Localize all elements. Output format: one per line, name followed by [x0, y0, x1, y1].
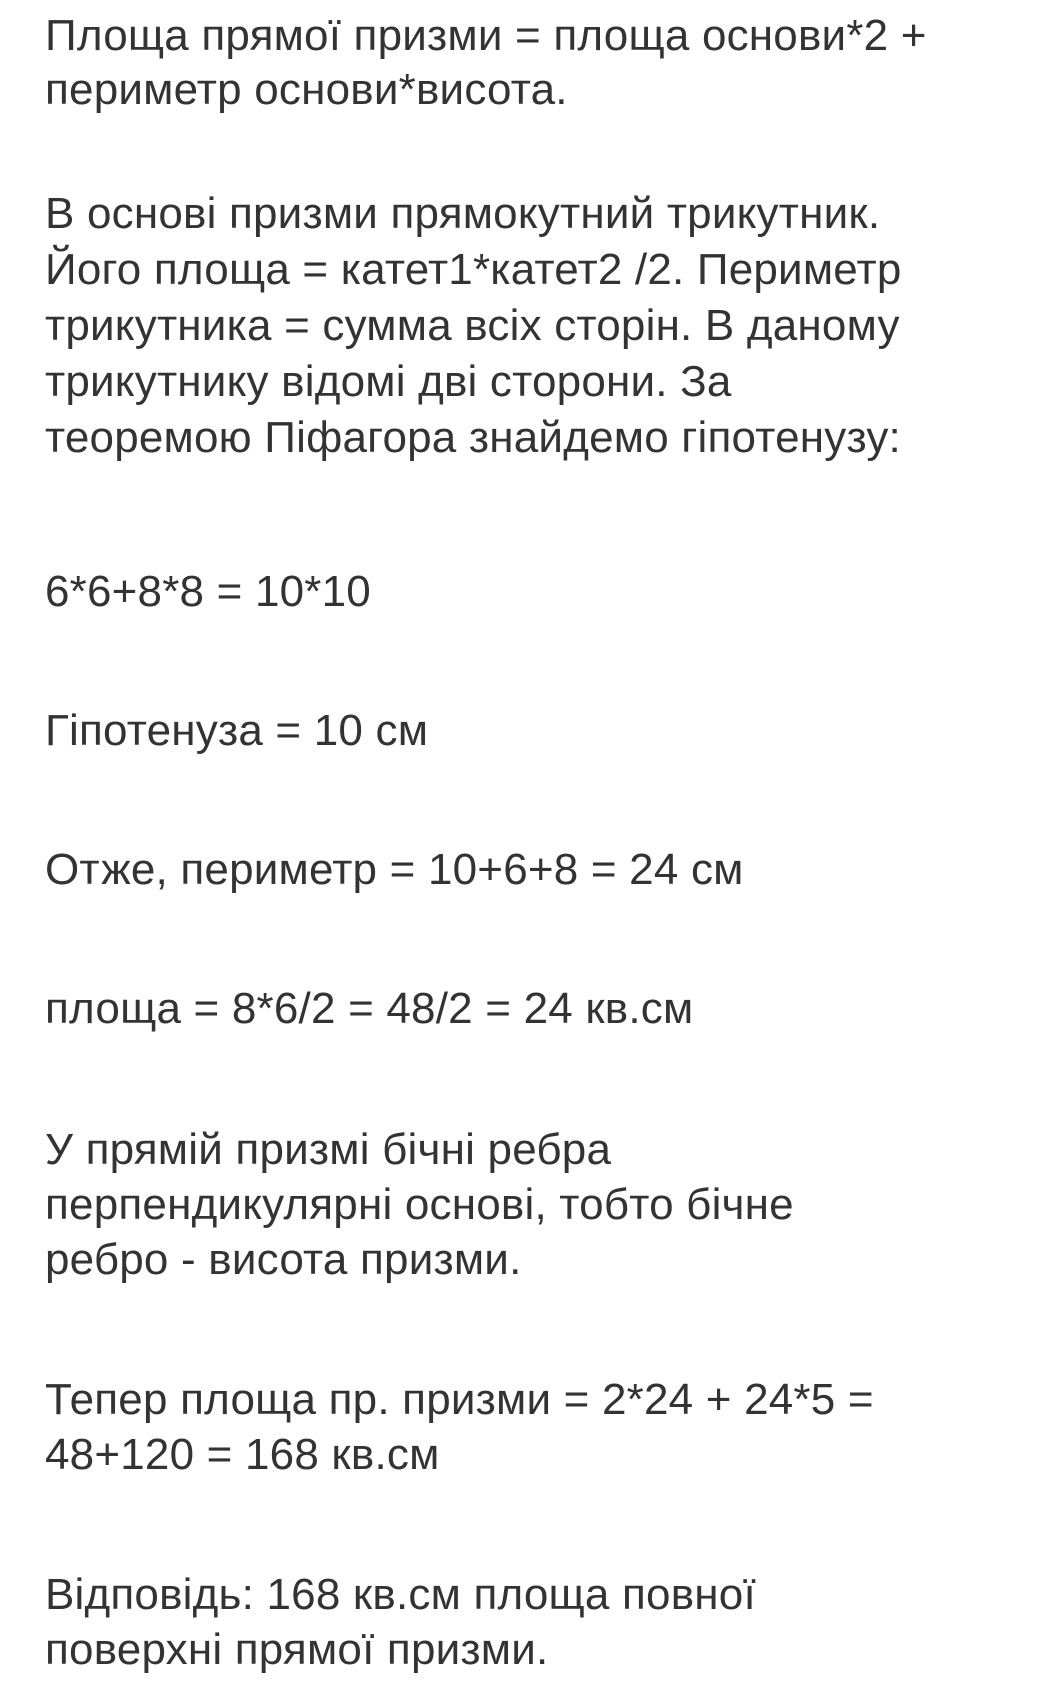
base-line-1: В основі призми прямокутний трикутник.	[45, 189, 881, 238]
answer-line-2: поверхні прямої призми.	[45, 1625, 549, 1674]
total-line-1: Тепер площа пр. призми = 2*24 + 24*5 =	[45, 1375, 874, 1424]
base-line-5: теоремою Піфагора знайдемо гіпотенузу:	[45, 413, 901, 462]
base-line-2: Його площа = катет1*катет2 /2. Периметр	[45, 245, 902, 294]
total-line-2: 48+120 = 168 кв.см	[45, 1430, 440, 1479]
base-line-4: трикутнику відомі дві сторони. За	[45, 357, 732, 406]
hypotenuse-line: Гіпотенуза = 10 см	[45, 706, 429, 755]
pythagoras-line: 6*6+8*8 = 10*10	[45, 567, 371, 616]
perimeter-line: Отже, периметр = 10+6+8 = 24 см	[45, 845, 744, 894]
height-line-2: перпендикулярні основі, тобто бічне	[45, 1180, 794, 1229]
formula-line-1: Площа прямої призми = площа основи*2 +	[45, 11, 927, 60]
height-line-1: У прямій призмі бічні ребра	[45, 1125, 612, 1174]
height-line-3: ребро - висота призми.	[45, 1235, 522, 1284]
answer-line-1: Відповідь: 168 кв.см площа повної	[45, 1570, 756, 1619]
area-line: площа = 8*6/2 = 48/2 = 24 кв.см	[45, 984, 694, 1033]
formula-line-2: периметр основи*висота.	[45, 65, 568, 114]
base-line-3: трикутника = сумма всіх сторін. В даному	[45, 301, 900, 350]
